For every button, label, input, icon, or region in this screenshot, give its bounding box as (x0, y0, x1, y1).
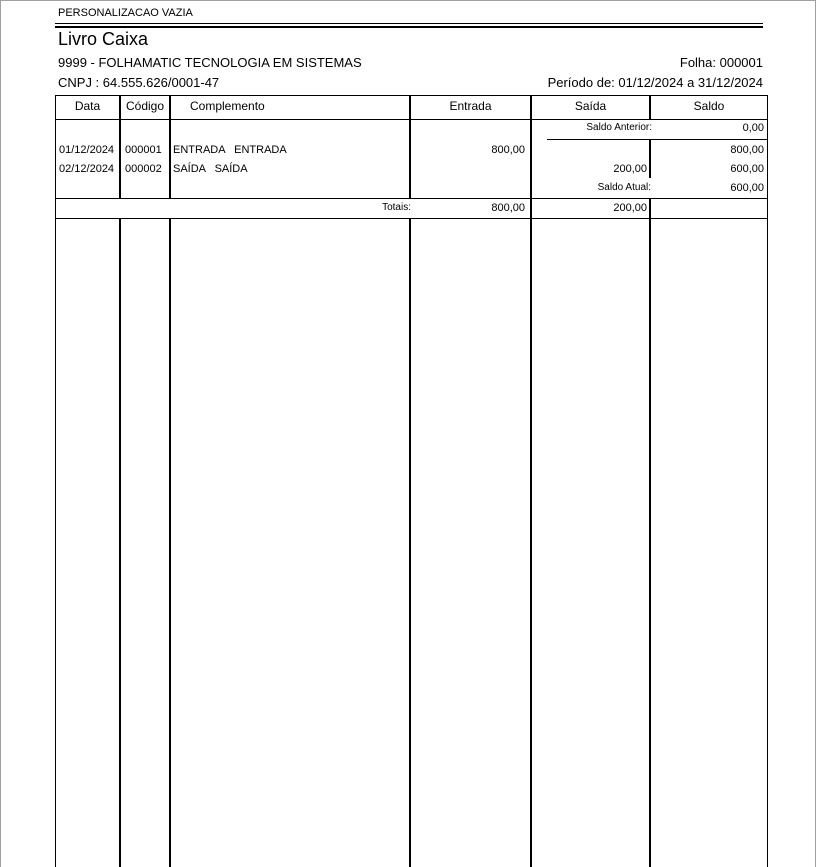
header-rule (55, 23, 763, 24)
row-entrada: 800,00 (491, 144, 525, 156)
col-sep-entrada (530, 119, 532, 199)
saldo-anterior-rule (547, 139, 767, 140)
table-right-border (767, 95, 768, 867)
company-cnpj: CNPJ : 64.555.626/0001-47 (58, 75, 220, 90)
row-saldo: 600,00 (730, 163, 764, 175)
column-header-saldo: Saldo (693, 99, 725, 113)
column-header-saida: Saída (574, 99, 607, 113)
row-code: 000001 (125, 144, 162, 156)
saldo-atual-label: Saldo Atual: (597, 182, 651, 193)
totals-top-border (55, 198, 768, 199)
saldo-atual-value: 600,00 (730, 182, 764, 194)
column-header-codigo: Código (125, 99, 165, 113)
col-sep-codigo (169, 95, 171, 199)
company-name: 9999 - FOLHAMATIC TECNOLOGIA EM SISTEMAS (58, 55, 362, 70)
row-date: 02/12/2024 (59, 163, 115, 175)
totals-label: Totais: (382, 202, 411, 213)
col-sep-entrada-lower (530, 218, 532, 867)
saldo-anterior-value: 0,00 (742, 122, 764, 134)
row-complement: ENTRADA ENTRADA (173, 144, 287, 156)
report-period: Período de: 01/12/2024 a 31/12/2024 (547, 75, 763, 90)
row-saldo: 800,00 (730, 144, 764, 156)
row-complement: SAÍDA SAÍDA (173, 163, 248, 175)
col-sep-codigo-lower (169, 218, 171, 867)
col-sep-complemento-lower (409, 218, 411, 867)
table-top-border (55, 95, 768, 96)
personalization-label: PERSONALIZACAO VAZIA (58, 7, 193, 19)
total-entrada: 800,00 (491, 202, 525, 214)
page-number: Folha: 000001 (679, 55, 763, 70)
column-header-entrada: Entrada (449, 99, 492, 113)
row-date: 01/12/2024 (59, 144, 115, 156)
col-sep-saida-lower (649, 218, 651, 867)
total-saida: 200,00 (613, 202, 647, 214)
saldo-anterior-label: Saldo Anterior: (586, 122, 652, 133)
column-header-complemento: Complemento (190, 99, 265, 113)
col-sep-totals-saida (649, 199, 651, 218)
column-header-data: Data (74, 99, 101, 113)
table-left-border (55, 95, 56, 867)
header-rule-thick (55, 26, 763, 28)
report-title: Livro Caixa (58, 29, 149, 49)
header-bottom-border (55, 119, 768, 120)
row-code: 000002 (125, 163, 162, 175)
col-sep-data-lower (119, 218, 121, 867)
totals-bottom-border (55, 218, 768, 219)
row-saida: 200,00 (613, 163, 647, 175)
